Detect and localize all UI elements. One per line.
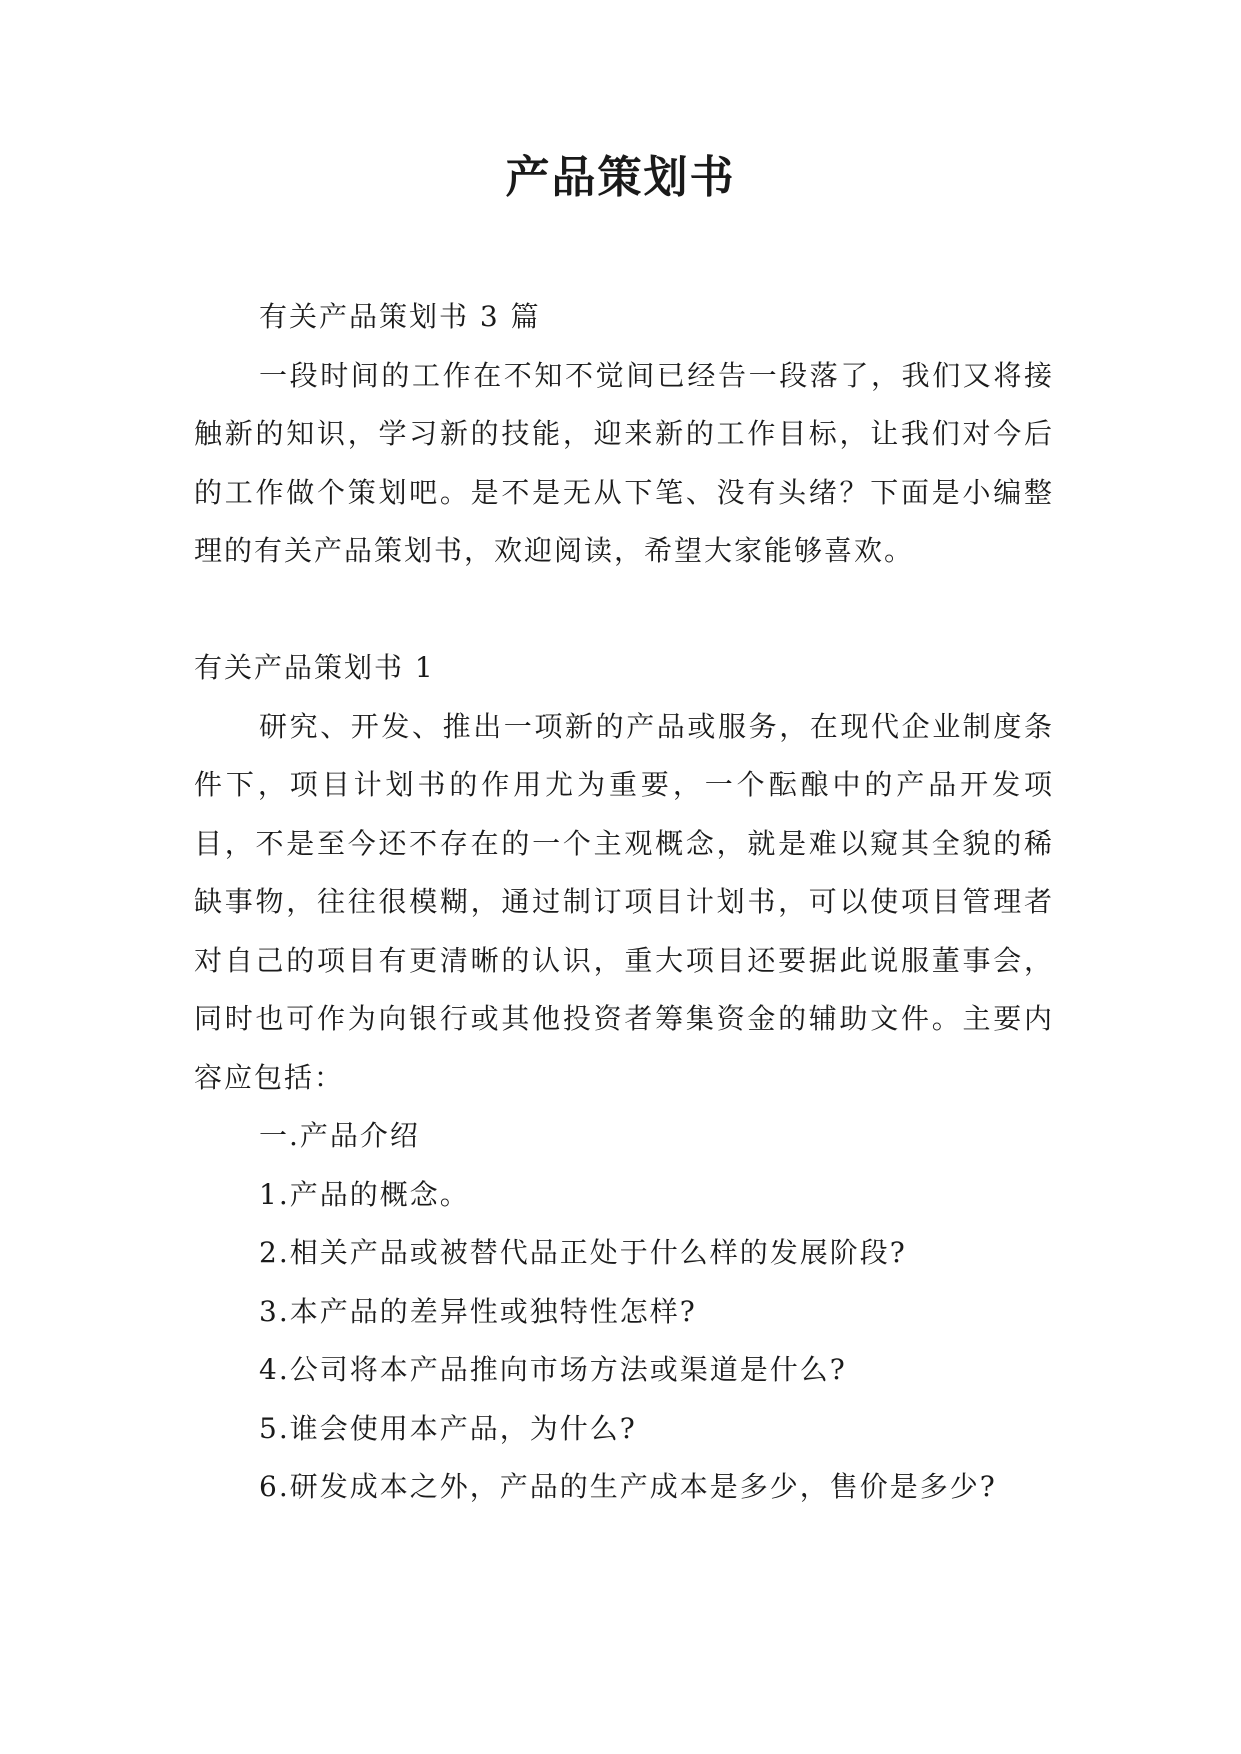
document-body xyxy=(194,288,1054,1517)
list-item: 2.相关产品或被替代品正处于什么样的发展阶段? xyxy=(259,1236,907,1269)
section1-heading: 有关产品策划书 1 xyxy=(194,651,435,684)
list-item: 3.本产品的差异性或独特性怎样? xyxy=(259,1294,697,1328)
section-spacer xyxy=(194,581,1054,640)
product-intro-subheading: 一.产品介绍 xyxy=(259,1119,420,1152)
section1-paragraph: 研究、开发、推出一项新的产品或服务，在现代企业制度条件下，项目计划书的作用尤为重要，一个酝酿中的产品开发项目，不是至今还不存在的一个主观概念，就是难以窥其全貌的稀缺事物，往往很模糊，通过制订项目计划书，可以使项目管理者对自己的项目有更清晰的认识，重大项目还要据此说服董事会，同时也可作为向银行或其他投资者筹集资金的辅助文件。主要内容应包括： xyxy=(194,709,1054,1094)
list-item: 4.公司将本产品推向市场方法或渠道是什么? xyxy=(259,1353,847,1386)
list-item: 1.产品的概念。 xyxy=(259,1177,470,1211)
intro-paragraph: 一段时间的工作在不知不觉间已经告一段落了，我们又将接触新的知识，学习新的技能，迎来新的工作目标，让我们对今后的工作做个策划吧。是不是无从下笔、没有头绪？下面是小编整理的有关产品策划书，欢迎阅读，希望大家能够喜欢。 xyxy=(194,358,1054,567)
list-item: 6.研发成本之外，产品的生产成本是多少，售价是多少? xyxy=(259,1470,997,1503)
intro-heading: 有关产品策划书 3 篇 xyxy=(259,300,541,333)
document-title: 产品策划书 xyxy=(505,152,736,203)
list-item: 5.谁会使用本产品，为什么? xyxy=(259,1411,637,1445)
